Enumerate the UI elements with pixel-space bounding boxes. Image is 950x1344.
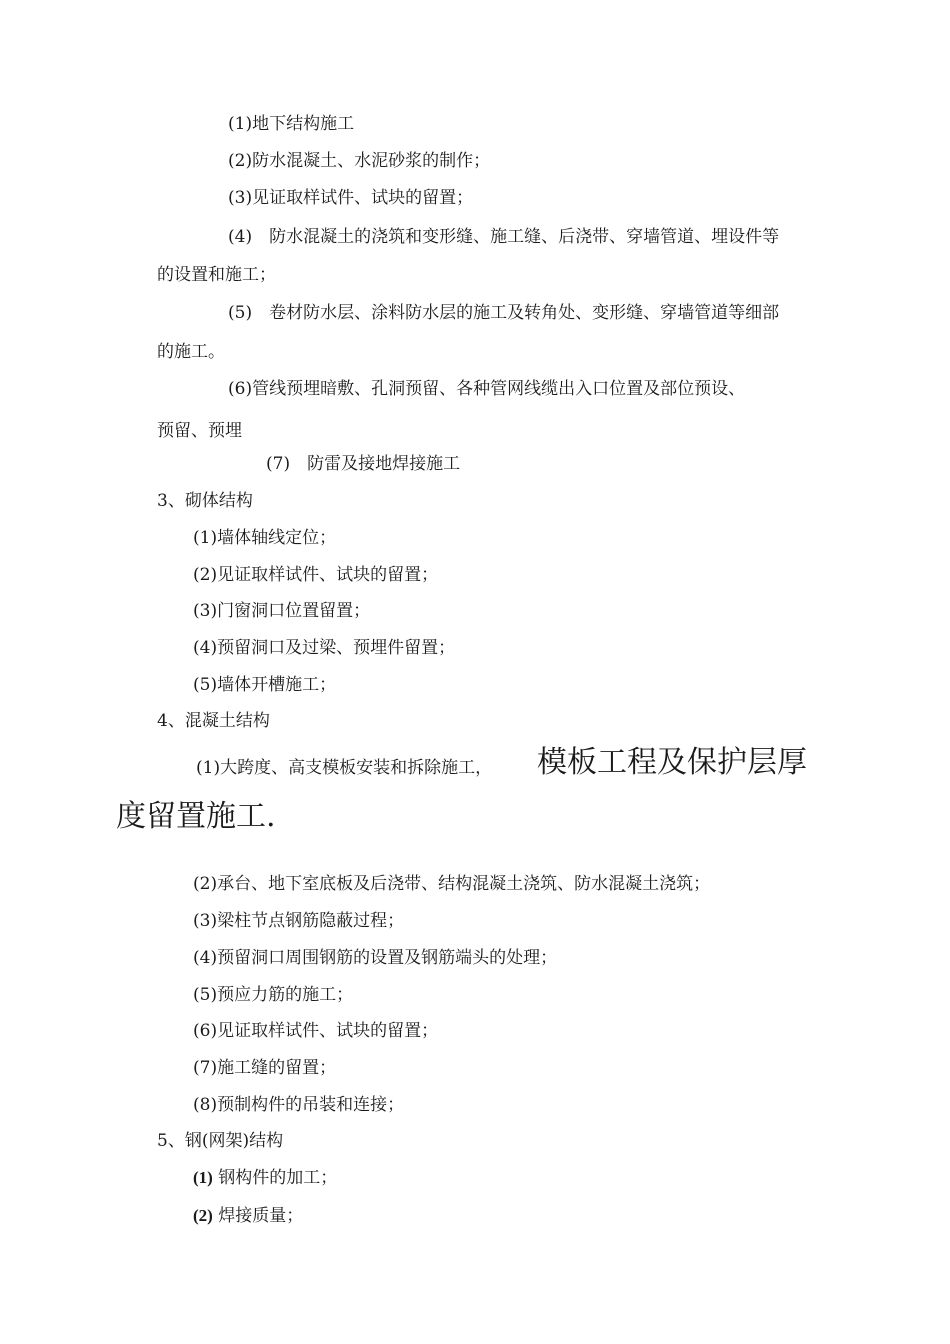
item-masonry-2: (2)见证取样试件、试块的留置； <box>193 565 439 585</box>
item-concrete-7: (7)施工缝的留置； <box>193 1058 337 1078</box>
item-concrete-4: (4)预留洞口周围钢筋的设置及钢筋端头的处理； <box>193 948 558 968</box>
item-concrete-1: (1)大跨度、高支模板安装和拆除施工， <box>196 758 493 778</box>
item-underground-5: (5) 卷材防水层、涂料防水层的施工及转角处、变形缝、穿墙管道等细部 <box>228 303 780 323</box>
item-underground-6: (6)管线预埋暗敷、孔洞预留、各种管网线缆出入口位置及部位预设、 <box>228 379 746 399</box>
item-steel-1-text: 钢构件的加工； <box>218 1168 338 1188</box>
section-heading-masonry: 3、砌体结构 <box>157 491 253 511</box>
item-steel-2-text: 焊接质量； <box>218 1206 304 1226</box>
item-masonry-1: (1)墙体轴线定位； <box>193 528 337 548</box>
section-heading-steel: 5、钢(网架)结构 <box>157 1131 284 1151</box>
item-underground-6-cont: 预留、预埋 <box>157 421 242 441</box>
item-steel-2 <box>193 1205 303 1227</box>
item-concrete-5: (5)预应力筋的施工； <box>193 985 354 1005</box>
item-underground-3: (3)见证取样试件、试块的留置； <box>228 188 474 208</box>
item-masonry-5: (5)墙体开槽施工； <box>193 675 337 695</box>
item-masonry-3: (3)门窗洞口位置留置； <box>193 601 371 621</box>
item-steel-1-number: (1) <box>193 1168 213 1187</box>
item-concrete-1-large: 模板工程及保护层厚 <box>537 745 807 780</box>
item-underground-7: (7) 防雷及接地焊接施工 <box>266 454 461 474</box>
item-concrete-3: (3)梁柱节点钢筋隐蔽过程； <box>193 911 405 931</box>
section-heading-concrete: 4、混凝土结构 <box>157 711 270 731</box>
item-underground-5-cont: 的施工。 <box>157 342 225 362</box>
item-underground-4-cont: 的设置和施工； <box>157 265 276 285</box>
item-steel-1 <box>193 1167 337 1189</box>
item-underground-2: (2)防水混凝土、水泥砂浆的制作； <box>228 151 491 171</box>
item-concrete-2: (2)承台、地下室底板及后浇带、结构混凝土浇筑、防水混凝土浇筑； <box>193 874 711 894</box>
item-underground-1: (1)地下结构施工 <box>228 114 355 134</box>
item-concrete-8: (8)预制构件的吊装和连接； <box>193 1095 405 1115</box>
item-concrete-6: (6)见证取样试件、试块的留置； <box>193 1021 439 1041</box>
item-underground-4: (4) 防水混凝土的浇筑和变形缝、施工缝、后浇带、穿墙管道、埋设件等 <box>228 227 780 247</box>
item-concrete-1-large-cont: 度留置施工. <box>116 799 276 834</box>
item-masonry-4: (4)预留洞口及过梁、预埋件留置； <box>193 638 456 658</box>
item-steel-2-number: (2) <box>193 1206 213 1225</box>
